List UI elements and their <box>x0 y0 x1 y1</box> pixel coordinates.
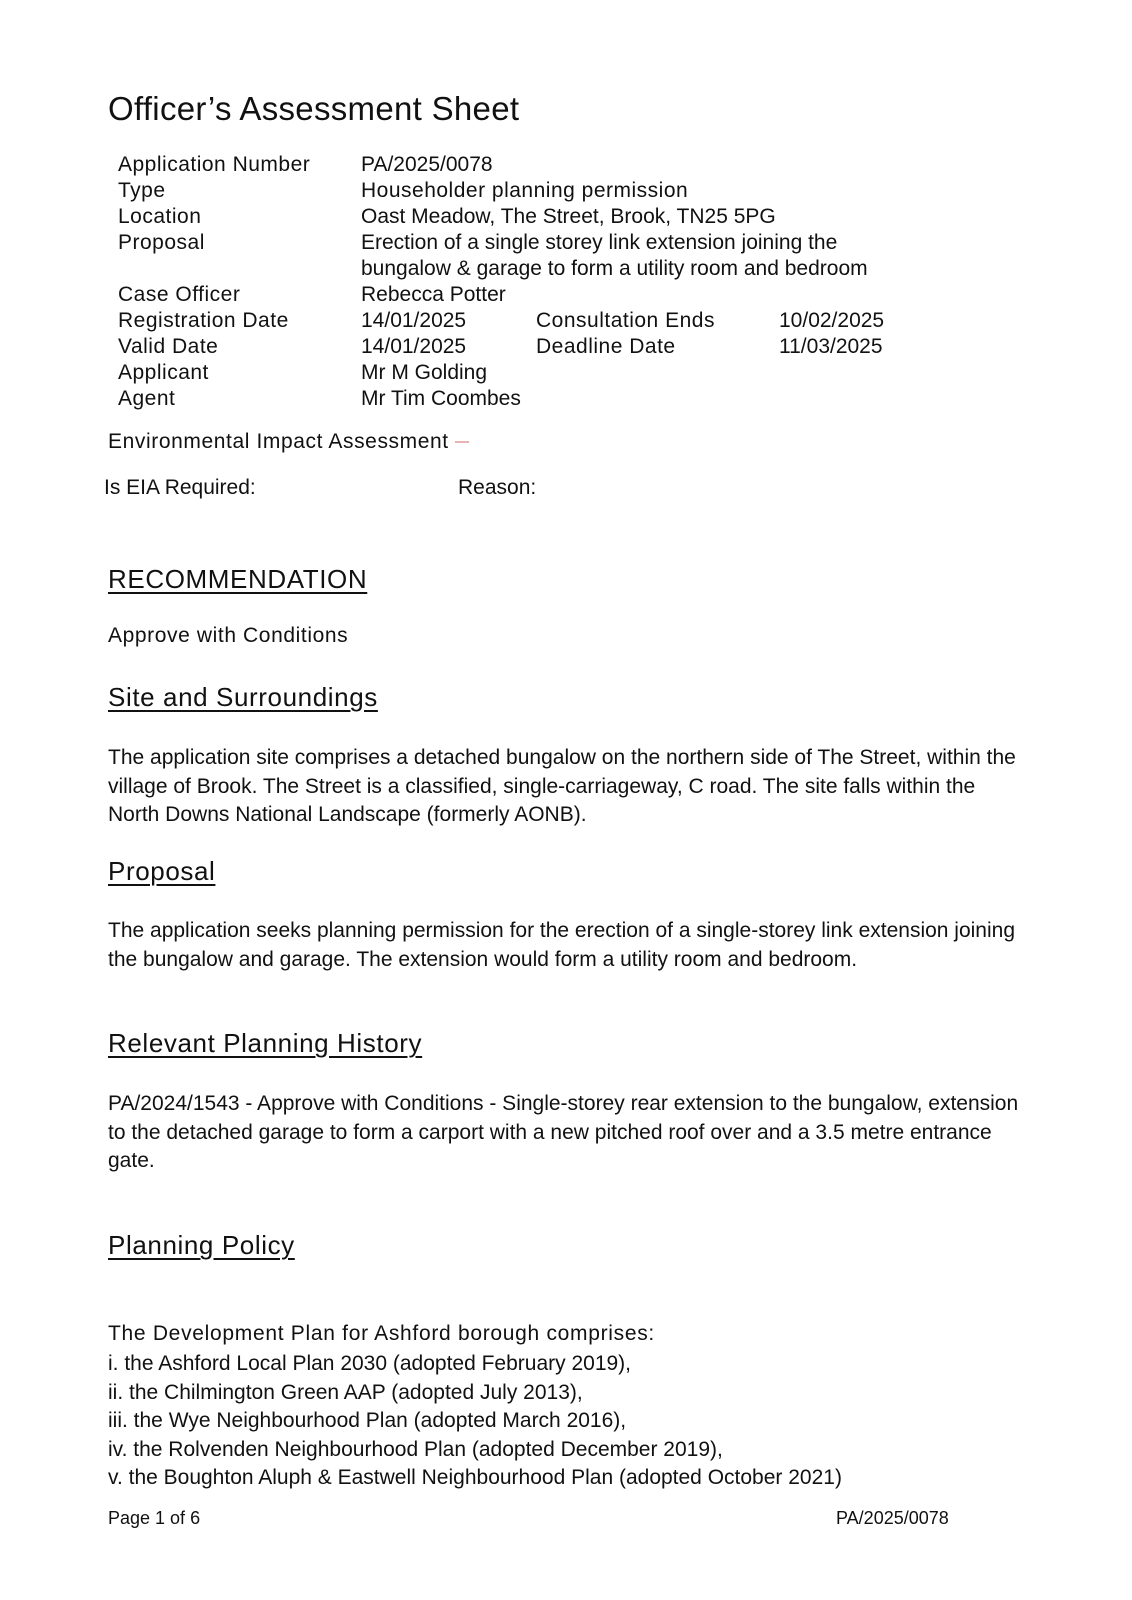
eia-heading <box>108 430 469 454</box>
detail-value: Rebecca Potter <box>361 283 506 306</box>
detail-value: Householder planning permission <box>361 179 689 202</box>
site-heading: Site and Surroundings <box>108 682 378 712</box>
detail-label: Case Officer <box>118 283 241 306</box>
list-item: i. the Ashford Local Plan 2030 (adopted February 2019), <box>108 1352 632 1375</box>
history-text: PA/2024/1543 - Approve with Conditions - Single-storey rear extension to the bungalow, extension to the detached garage to form a carport with a new pitched roof over and a 3.5 metre entrance gate. <box>108 1092 1019 1172</box>
eia-reason-label: Reason: <box>458 476 537 499</box>
list-item: v. the Boughton Aluph & Eastwell Neighbourhood Plan (adopted October 2021) <box>108 1466 842 1489</box>
detail-value: Mr M Golding <box>361 361 488 384</box>
detail-row-application-number <box>118 152 998 178</box>
eia-required-label: Is EIA Required: <box>104 476 256 499</box>
detail-label: Valid Date <box>118 335 219 358</box>
detail-row-valid-date <box>118 334 998 360</box>
list-item: iii. the Wye Neighbourhood Plan (adopted March 2016), <box>108 1409 627 1432</box>
detail-value <box>361 230 998 282</box>
page-title: Officer’s Assessment Sheet <box>108 90 520 127</box>
detail-label: Applicant <box>118 361 209 384</box>
detail-value: 10/02/2025 <box>779 309 885 332</box>
detail-label: Consultation Ends <box>536 309 715 332</box>
proposal-line-2: bungalow & garage to form a utility room and bedroom <box>361 257 868 280</box>
detail-value: 14/01/2025 <box>361 309 467 332</box>
detail-label: Deadline Date <box>536 335 676 358</box>
list-item: ii. the Chilmington Green AAP (adopted July 2013), <box>108 1380 583 1404</box>
detail-row-case-officer <box>118 282 998 308</box>
list-item: iv. the Rolvenden Neighbourhood Plan (adopted December 2019), <box>108 1437 723 1461</box>
detail-row-location <box>118 204 998 230</box>
proposal-heading: Proposal <box>108 856 216 886</box>
page-number: Page 1 of 6 <box>108 1508 201 1528</box>
detail-label: Application Number <box>118 153 311 176</box>
detail-label: Agent <box>118 387 176 410</box>
proposal-text: The application seeks planning permission for the erection of a single-storey link extension joining the bungalow and garage. The extension would form a utility room and bedroom. <box>108 919 1016 971</box>
eia-heading-text: Environmental Impact Assessment <box>108 430 449 453</box>
recommendation-heading: RECOMMENDATION <box>108 564 368 594</box>
detail-row-registration-date <box>118 308 998 334</box>
detail-label: Type <box>118 179 166 202</box>
detail-label: Proposal <box>118 231 205 254</box>
detail-value: 11/03/2025 <box>779 335 883 358</box>
annotation-mark <box>455 441 469 443</box>
history-heading: Relevant Planning History <box>108 1028 423 1058</box>
policy-list <box>108 1350 842 1493</box>
proposal-line-1: Erection of a single storey link extension joining the <box>361 231 838 254</box>
policy-intro: The Development Plan for Ashford borough comprises: <box>108 1322 655 1345</box>
site-text: The application site comprises a detached bungalow on the northern side of The Street, within the village of Brook. The Street is a classified, single-carriageway, C road. The site falls within the North Downs National Landscape (formerly AONB). <box>108 746 1016 826</box>
recommendation-text: Approve with Conditions <box>108 624 349 647</box>
detail-row-agent <box>118 386 998 412</box>
detail-row-type <box>118 178 998 204</box>
detail-value: 14/01/2025 <box>361 335 467 358</box>
detail-value: Mr Tim Coombes <box>361 387 521 410</box>
detail-row-proposal <box>118 230 998 282</box>
application-details <box>118 152 998 412</box>
detail-label: Location <box>118 205 202 228</box>
detail-value: Oast Meadow, The Street, Brook, TN25 5PG <box>361 205 776 228</box>
detail-row-applicant <box>118 360 998 386</box>
detail-label: Registration Date <box>118 309 289 332</box>
detail-value: PA/2025/0078 <box>361 153 493 176</box>
policy-heading: Planning Policy <box>108 1230 295 1260</box>
footer-reference: PA/2025/0078 <box>836 1508 949 1528</box>
